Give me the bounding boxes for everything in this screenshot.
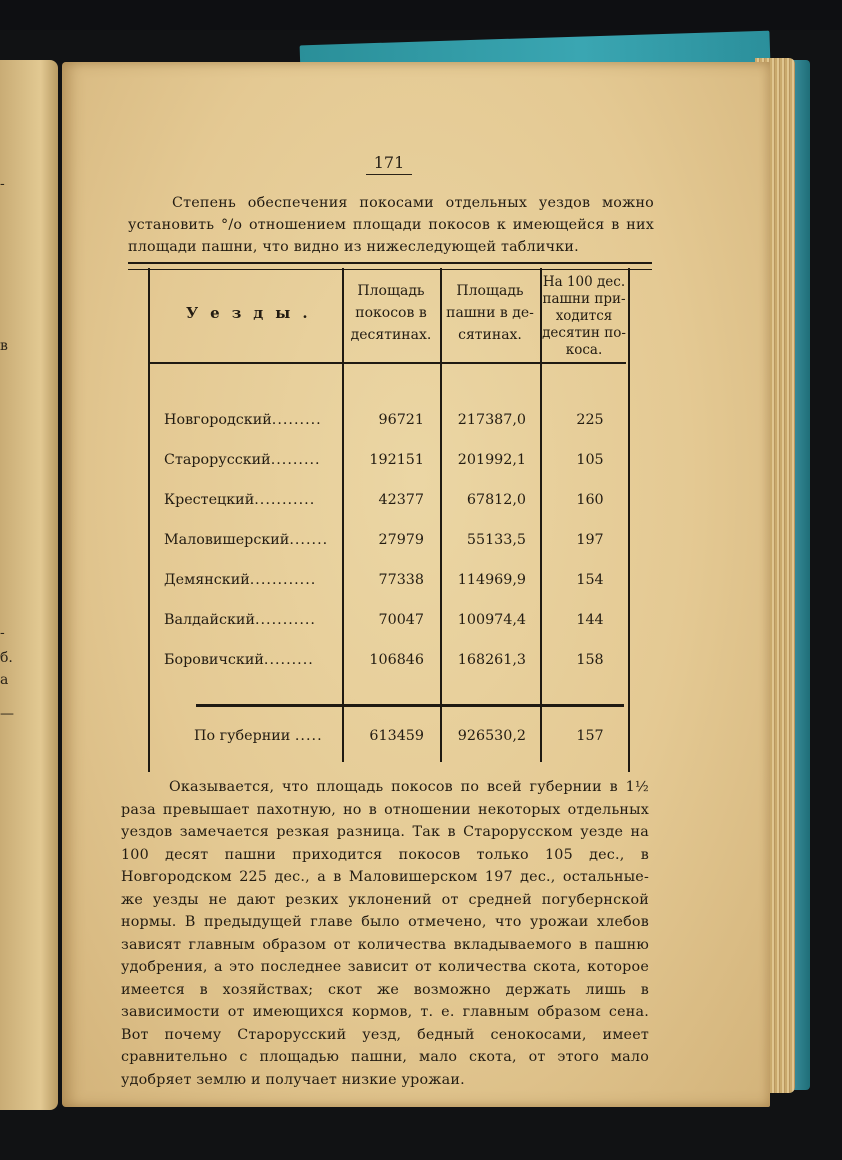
header-pashnya-line: пашни в де-: [446, 305, 534, 321]
cell-na100: 105: [576, 452, 604, 468]
cell-na100: 197: [576, 532, 604, 548]
header-pokosy-line: десятинах.: [350, 327, 432, 343]
row-name: Валдайский...........: [164, 612, 316, 628]
header-na100-line: На 100 дес.: [542, 274, 626, 290]
header-na100-line: коса.: [565, 342, 603, 358]
cell-na100: 160: [576, 492, 604, 508]
cell-na100: 225: [576, 412, 604, 428]
header-pashnya: [440, 280, 540, 346]
cell-pashnya: 201992,1: [457, 452, 526, 468]
header-na100: [540, 274, 628, 359]
cell-pokosy: 192151: [369, 452, 424, 468]
cell-pashnya: 100974,4: [457, 612, 526, 628]
header-pashnya-line: Площадь: [456, 283, 524, 299]
left-page-fragment: б.: [0, 650, 13, 666]
cell-pashnya: 217387,0: [457, 412, 526, 428]
left-page-fragment: в: [0, 338, 8, 354]
header-rule: [148, 362, 626, 364]
header-pashnya-line: сятинах.: [458, 327, 522, 343]
cell-pokosy: 42377: [378, 492, 424, 508]
background-top: [0, 0, 842, 30]
header-uezdy: Уезды.: [186, 304, 320, 322]
cell-pokosy: 106846: [369, 652, 424, 668]
left-page-fragment: —: [0, 706, 14, 722]
page-number: 171: [366, 153, 412, 175]
header-na100-line: десятин по-: [542, 325, 626, 341]
table-right-border: [628, 268, 630, 772]
header-na100-line: пашни при-: [542, 291, 626, 307]
intro-paragraph: Степень обеспечения покосами отдельных уездов можно установить °/o отношением площади покосов к имеющейся в них площади пашни, что видно из нижеследующей таблички.: [128, 195, 654, 255]
total-rule: [196, 704, 624, 707]
cell-pashnya: 55133,5: [466, 532, 526, 548]
statistics-table: [128, 262, 652, 772]
cell-pokosy: 27979: [378, 532, 424, 548]
table-left-border: [148, 268, 150, 772]
left-page-fragment: -: [0, 176, 5, 192]
cell-pashnya: 114969,9: [457, 572, 526, 588]
table-top-rule: [128, 262, 652, 270]
header-pokosy: [342, 280, 440, 346]
row-name: Демянский............: [164, 572, 317, 588]
total-pashnya: 926530,2: [457, 728, 526, 744]
cell-pashnya: 67812,0: [466, 492, 526, 508]
cell-na100: 144: [576, 612, 604, 628]
cell-na100: 158: [576, 652, 604, 668]
row-name: Новгородский.........: [164, 412, 322, 428]
body-paragraph: Оказывается, что площадь покосов по всей губернии в 1½ раза превышает пахотную, но в отношении некоторых отдельных уездов замечается резкая разница. Так в Старорусском уезде на 100 десят пашни приходится покосов только 105 дес., в Новгородском 225 дес., а в Маловишерском 197 дес., остальные-же уезды не дают резких уклонений от средней погубернской нормы. В предыдущей главе было отмечено, что урожаи хлебов зависят главным образом от количества вкладываемого в пашню удобрения, а это последнее зависит от количества скота, которое имеется в хозяйствах; скот же возможно держать лишь в зависимости от имеющихся кормов, т. е. главным образом сена. Вот почему Старорусский уезд, бедный сенокосами, имеет сравнительно с площадью пашни, мало скота, от этого мало удобряет землю и получает низкие урожаи.: [121, 779, 649, 1088]
header-pokosy-line: покосов в: [355, 305, 427, 321]
row-name: Боровичский.........: [164, 652, 314, 668]
cell-pashnya: 168261,3: [457, 652, 526, 668]
left-page: [0, 60, 58, 1110]
cell-pokosy: 96721: [378, 412, 424, 428]
header-na100-line: ходится: [555, 308, 613, 324]
row-name: Крестецкий...........: [164, 492, 316, 508]
row-name: Старорусский.........: [164, 452, 321, 468]
header-pokosy-line: Площадь: [357, 283, 425, 299]
left-page-fragment: а: [0, 672, 9, 688]
cell-pokosy: 77338: [378, 572, 424, 588]
total-label: По губернии .....: [194, 728, 323, 744]
left-page-fragment: -: [0, 625, 5, 641]
cell-pokosy: 70047: [378, 612, 424, 628]
cell-na100: 154: [576, 572, 604, 588]
row-name: Маловишерский.......: [164, 532, 329, 548]
total-na100: 157: [576, 728, 604, 744]
total-pokosy: 613459: [369, 728, 424, 744]
